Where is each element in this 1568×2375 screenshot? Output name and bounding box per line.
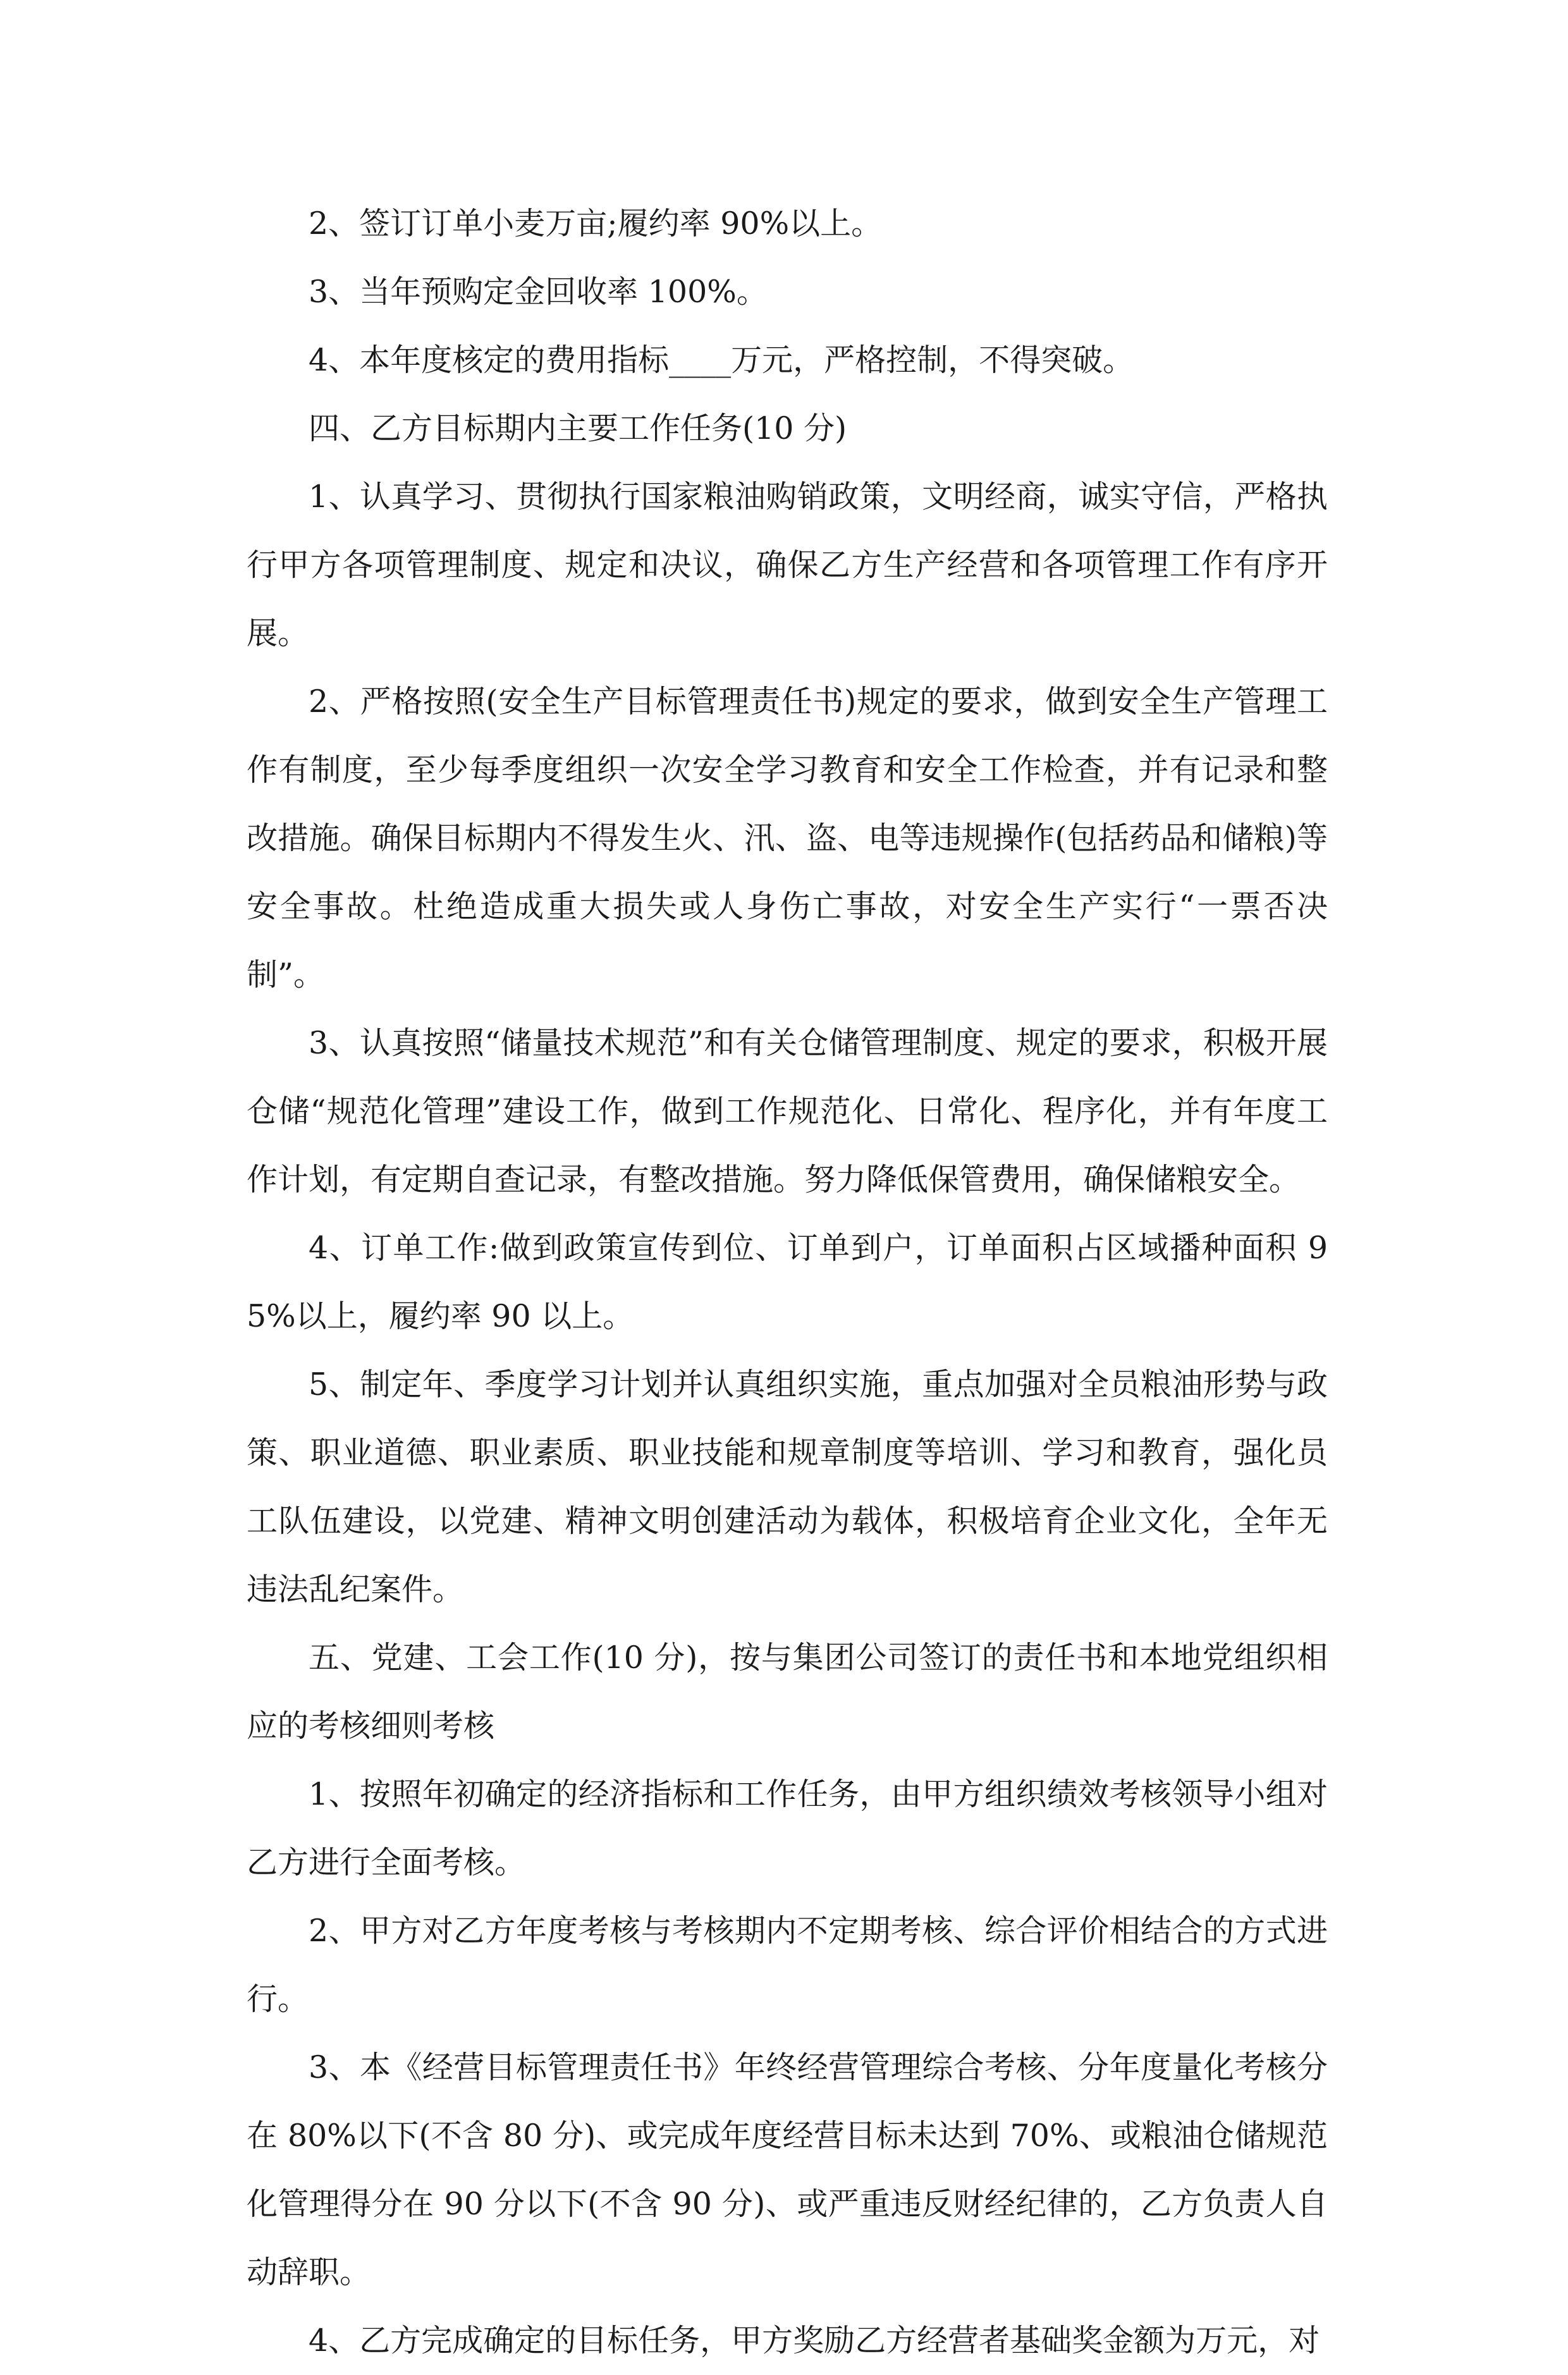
paragraph-deposit-recovery: 3、当年预购定金回收率 100%。 (309, 274, 768, 310)
paragraph-expense-quota: 4、本年度核定的费用指标____万元，严格控制，不得突破。 (309, 342, 1134, 378)
section-heading-party-union: 五、党建、工会工作(10 分)，按与集团公司签订的责任书和本地党组织相应的考核细则考核 (247, 1640, 1328, 1744)
paragraph-task-5-training: 5、制定年、季度学习计划并认真组织实施，重点加强对全员粮油形势与政策、职业道德、职业素质、职业技能和规章制度等培训、学习和教育，强化员工队伍建设，以党建、精神文明创建活动为载体，积极培育企业文化，全年无违法乱纪案件。 (247, 1366, 1328, 1607)
paragraph-assessment-4: 4、乙方完成确定的目标任务，甲方奖励乙方经营者基础奖金额为万元，对 (309, 2323, 1320, 2359)
paragraph-assessment-1: 1、按照年初确定的经济指标和工作任务，由甲方组织绩效考核领导小组对乙方进行全面考核。 (247, 1776, 1328, 1881)
paragraph-task-3-storage: 3、认真按照“储量技术规范”和有关仓储管理制度、规定的要求，积极开展仓储“规范化管理”建设工作，做到工作规范化、日常化、程序化，并有年度工作计划，有定期自查记录，有整改措施。努力降低保管费用，确保储粮安全。 (247, 1025, 1328, 1198)
paragraph-task-4-orders: 4、订单工作:做到政策宣传到位、订单到户，订单面积占区域播种面积 95%以上，履约率 90 以上。 (247, 1230, 1328, 1334)
section-heading-main-tasks: 四、乙方目标期内主要工作任务(10 分) (309, 410, 847, 446)
paragraph-order-wheat: 2、签订订单小麦万亩;履约率 90%以上。 (309, 206, 883, 242)
paragraph-assessment-2: 2、甲方对乙方年度考核与考核期内不定期考核、综合评价相结合的方式进行。 (247, 1913, 1328, 2017)
paragraph-assessment-3: 3、本《经营目标管理责任书》年终经营管理综合考核、分年度量化考核分在 80%以下(不含 80 分)、或完成年度经营目标未达到 70%、或粮油仓储规范化管理得分在 90 分以下(不含 90 分)、或严重违反财经纪律的，乙方负责人自动辞职。 (247, 2049, 1328, 2290)
paragraph-task-2-safety: 2、严格按照(安全生产目标管理责任书)规定的要求，做到安全生产管理工作有制度，至少每季度组织一次安全学习教育和安全工作检查，并有记录和整改措施。确保目标期内不得发生火、汛、盗、电等违规操作(包括药品和储粮)等安全事故。杜绝造成重大损失或人身伤亡事故，对安全生产实行“一票否决制”。 (247, 684, 1328, 993)
document-body (247, 190, 1328, 2375)
paragraph-task-1: 1、认真学习、贯彻执行国家粮油购销政策，文明经商，诚实守信，严格执行甲方各项管理制度、规定和决议，确保乙方生产经营和各项管理工作有序开展。 (247, 479, 1328, 651)
